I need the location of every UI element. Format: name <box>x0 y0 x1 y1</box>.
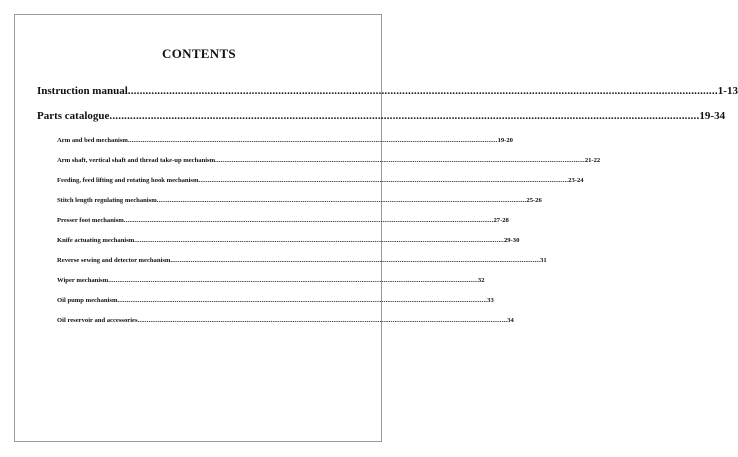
leader-dots: ........................................................................................................................................................................................................ <box>117 297 488 304</box>
leader-dots: ........................................................................................................................................................................................................ <box>127 137 498 144</box>
toc-entry-parts-catalogue <box>37 110 726 122</box>
toc-subentry-label: Arm shaft, vertical shaft and thread take-up mechanism <box>57 157 216 164</box>
toc-subentry <box>57 257 547 264</box>
leader-dots: ........................................................................................................................................................................................................ <box>127 85 718 97</box>
leader-dots: ........................................................................................................................................................................................................ <box>156 197 527 204</box>
leader-dots: ........................................................................................................................................................................................................ <box>137 317 508 324</box>
toc-entry-page: 19-34 <box>699 110 726 122</box>
toc-subentry-label: Stitch length regulating mechanism <box>57 197 157 204</box>
toc-entry-page: 1-13 <box>717 85 738 97</box>
leader-dots: ........................................................................................................................................................................................................ <box>109 110 700 122</box>
toc-subentry-page: 23-24 <box>568 177 584 184</box>
leader-dots: ........................................................................................................................................................................................................ <box>123 217 494 224</box>
toc-subentry <box>57 277 485 284</box>
toc-subentry-label: Feeding, feed lifting and rotating hook mechanism <box>57 177 199 184</box>
toc-subentry-label: Reverse sewing and detector mechanism <box>57 257 171 264</box>
document-page <box>14 14 738 442</box>
toc-subentry-label: Arm and bed mechanism <box>57 137 128 144</box>
toc-subentry <box>57 137 513 144</box>
toc-entry-label: Instruction manual <box>37 85 128 97</box>
leader-dots: ........................................................................................................................................................................................................ <box>170 257 541 264</box>
toc-subentry-page: 27-28 <box>493 217 509 224</box>
leader-dots: ........................................................................................................................................................................................................ <box>198 177 569 184</box>
toc-subentry-label: Oil reservoir and accessories <box>57 317 138 324</box>
toc-subentry-page: 33 <box>487 297 494 304</box>
toc-subentry-label: Wiper mechanism <box>57 277 109 284</box>
toc-subentry <box>57 297 494 304</box>
toc-subentry-page: 29-30 <box>503 237 520 244</box>
toc-subentry-label: Oil pump mechanism <box>57 297 118 304</box>
toc-subentry <box>57 197 542 204</box>
toc-subentry-label: Presser foot mechanism <box>57 217 124 224</box>
toc-subentry-label: Knife actuating mechanism <box>57 237 135 244</box>
toc-subentry-page: 32 <box>477 277 485 284</box>
toc-subentry-page: 31 <box>540 257 547 264</box>
leader-dots: ........................................................................................................................................................................................................ <box>215 157 585 164</box>
toc-subentry-page: 25-26 <box>526 197 542 204</box>
toc-subentry <box>57 237 520 244</box>
toc-entry-label: Parts catalogue <box>37 110 110 122</box>
leader-dots: ........................................................................................................................................................................................................ <box>108 277 478 284</box>
toc-subentry <box>57 157 601 164</box>
toc-subentry-page: 34 <box>507 317 514 324</box>
leader-dots: ........................................................................................................................................................................................................ <box>134 237 504 244</box>
toc-subentry <box>57 317 514 324</box>
toc-subentry-page: 21-22 <box>584 157 601 164</box>
toc-subentry-page: 19-20 <box>497 137 513 144</box>
toc-subentry <box>57 177 584 184</box>
toc-subentry <box>57 217 509 224</box>
page-title: CONTENTS <box>162 46 236 61</box>
toc-entry-instruction-manual <box>37 85 738 97</box>
